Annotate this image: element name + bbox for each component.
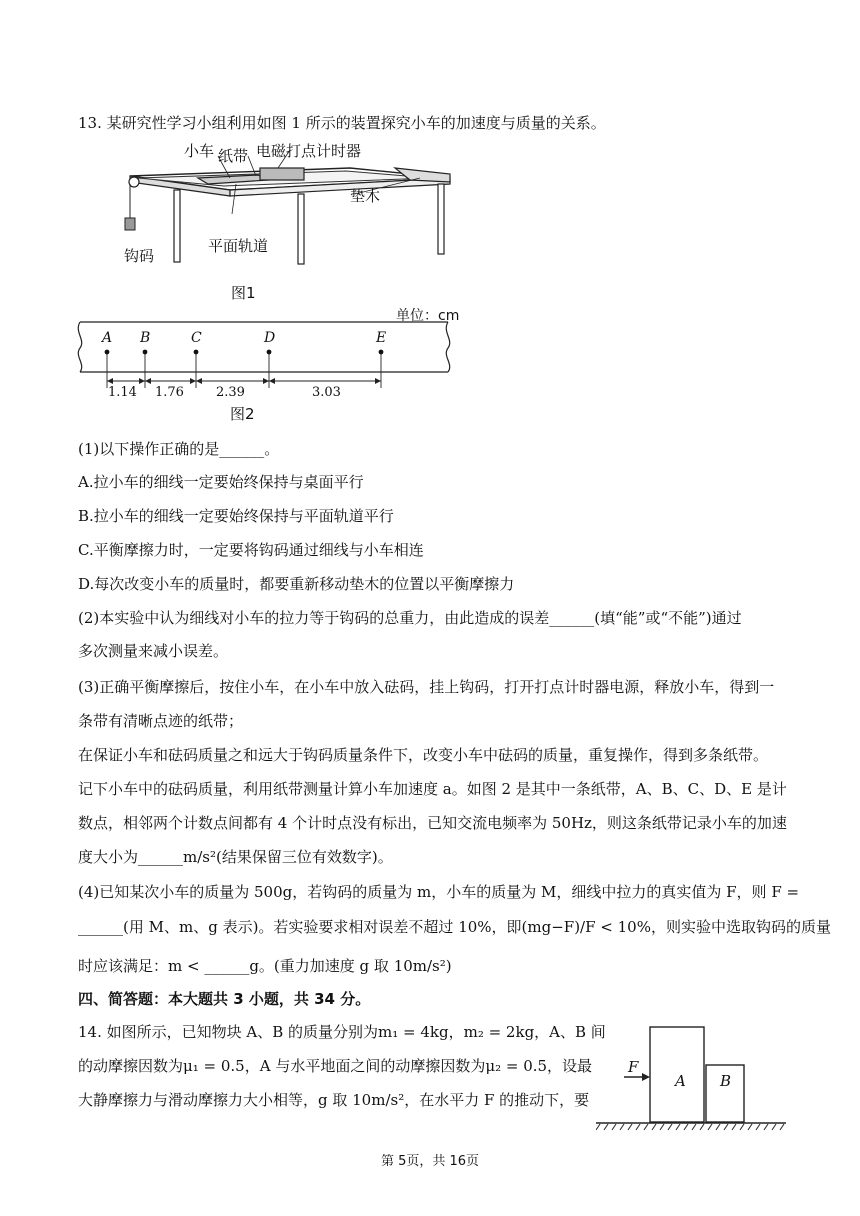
section-4-title: 四、简答题：本大题共 3 小题，共 34 分。 (78, 990, 371, 1008)
q13-line-2a: (2)本实验中认为细线对小车的拉力等于钩码的总重力，由此造成的误差______(填“能”或“不能”)通过 (78, 609, 742, 627)
tape-dots (105, 350, 384, 355)
block-b-label: B (720, 1072, 732, 1090)
q13-line-4a: (4)已知某次小车的质量为 500g，若钩码的质量为 m，小车的质量为 M，细线中拉力的真实值为 F，则 F = (78, 883, 800, 901)
tape-unit: 单位：cm (396, 308, 460, 324)
q13-line-3c: 在保证小车和砝码质量之和远大于钩码质量条件下，改变小车中砝码的质量，重复操作，得到多条纸带。 (78, 746, 769, 764)
block-a-label: A (675, 1072, 686, 1090)
q13-line-3f: 度大小为______m/s²(结果保留三位有效数字)。 (78, 848, 393, 866)
label-block: 垫木 (350, 187, 381, 205)
figure-2-caption: 图2 (230, 405, 255, 423)
label-track: 平面轨道 (208, 237, 269, 255)
q14-line-1: 14. 如图所示，已知物块 A、B 的质量分别为m₁ = 4kg，m₂ = 2kg，A、B 间 (78, 1023, 606, 1041)
label-weight: 钩码 (124, 247, 155, 265)
q13-option-d: D.每次改变小车的质量时，都要重新移动垫木的位置以平衡摩擦力 (78, 575, 515, 593)
q13-option-c: C.平衡摩擦力时，一定要将钩码通过细线与小车相连 (78, 541, 424, 559)
point-b: B (140, 330, 151, 346)
dot-a (105, 350, 110, 355)
dot-e (379, 350, 384, 355)
dot-b (143, 350, 148, 355)
q13-line-1: (1)以下操作正确的是______。 (78, 440, 280, 458)
figure-1 (120, 138, 460, 308)
q13-intro: 13. 某研究性学习小组利用如图 1 所示的装置探究小车的加速度与质量的关系。 (78, 114, 606, 132)
distance-ab: 1.14 (108, 385, 137, 400)
q13-line-4c: 时应该满足：m < ______g。(重力加速度 g 取 10m/s²) (78, 957, 452, 975)
label-timer: 电磁打点计时器 (256, 142, 362, 160)
dot-c (194, 350, 199, 355)
q13-line-2b: 多次测量来减小误差。 (78, 642, 229, 660)
point-d: D (264, 330, 276, 346)
distance-bc: 1.76 (155, 385, 184, 400)
q14-line-2: 的动摩擦因数为μ₁ = 0.5，A 与水平地面之间的动摩擦因数为μ₂ = 0.5，设最 (78, 1057, 593, 1075)
q13-option-b: B.拉小车的细线一定要始终保持与平面轨道平行 (78, 507, 394, 525)
page-footer: 第 5页，共 16页 (380, 1154, 480, 1169)
q13-line-3a: (3)正确平衡摩擦后，按住小车，在小车中放入砝码，挂上钩码，打开打点计时器电源，释放小车，得到一 (78, 678, 775, 696)
figure-1-caption: 图1 (231, 284, 256, 302)
distance-cd: 2.39 (216, 385, 245, 400)
dot-d (267, 350, 272, 355)
q14-figure (596, 1020, 786, 1136)
q13-line-3b: 条带有清晰点迹的纸带； (78, 712, 244, 730)
q13-line-3e: 数点，相邻两个计数点间都有 4 个计时点没有标出，已知交流电频率为 50Hz，则这条纸带记录小车的加速 (78, 814, 787, 832)
label-car: 小车 (184, 142, 215, 160)
force-label: F (628, 1058, 639, 1076)
point-a: A (102, 330, 113, 346)
distance-de: 3.03 (312, 385, 341, 400)
q13-line-3d: 记下小车中的砝码质量，利用纸带测量计算小车加速度 a。如图 2 是其中一条纸带，A、B、C、D、E 是计 (78, 780, 787, 798)
q14-line-3: 大静摩擦力与滑动摩擦力大小相等，g 取 10m/s²，在水平力 F 的推动下，要 (78, 1091, 590, 1109)
point-c: C (191, 330, 202, 346)
q13-line-4b: ______(用 M、m、g 表示)。若实验要求相对误差不超过 10%，即(mg−F)/F < 10%，则实验中选取钩码的质量 (78, 918, 831, 936)
q13-option-a: A.拉小车的细线一定要始终保持与桌面平行 (78, 473, 364, 491)
point-e: E (376, 330, 387, 346)
label-tape: 纸带 (218, 147, 249, 165)
